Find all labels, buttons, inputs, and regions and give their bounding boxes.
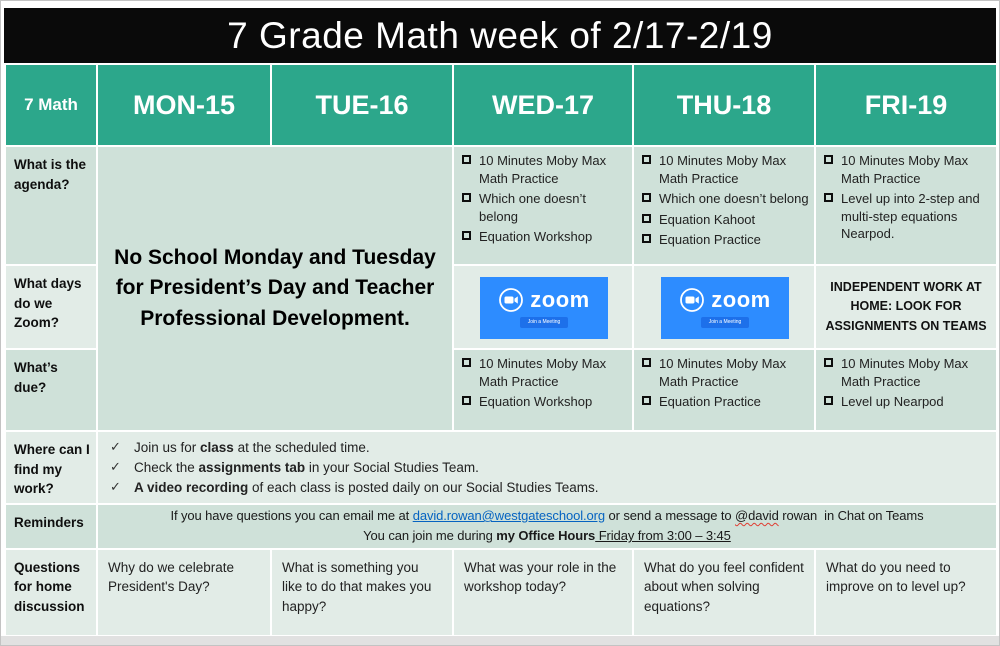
checklist-item-text: 10 Minutes Moby Max Math Practice <box>479 153 607 186</box>
question-mon: Why do we celebrate President's Day? <box>98 550 270 635</box>
checklist-item-text: Equation Workshop <box>479 229 593 245</box>
due-wed-cell <box>454 350 632 430</box>
header-row <box>6 65 996 145</box>
page-title: 7 Grade Math week of 2/17-2/19 <box>227 14 773 56</box>
where-items-cell <box>98 432 996 503</box>
checklist-item-text: Equation Practice <box>659 232 761 248</box>
question-fri: What do you need to improve on to level up? <box>816 550 996 635</box>
join-meeting-button[interactable]: Join a Meeting <box>520 317 569 328</box>
header-day-thu: THU-18 <box>634 65 814 145</box>
checklist-item-text: Equation Kahoot <box>659 211 756 227</box>
checklist-item-text: Level up Nearpod <box>841 394 944 410</box>
checkbox-icon <box>642 155 651 164</box>
header-day-mon: MON-15 <box>98 65 270 145</box>
checklist-item-text: 10 Minutes Moby Max Math Practice <box>479 356 607 389</box>
checklist-item-text: 10 Minutes Moby Max Math Practice <box>659 153 787 186</box>
zoom-thu-cell <box>634 266 814 348</box>
checklist-item <box>460 228 628 246</box>
row-label-questions: Questions for home discussion <box>6 550 96 635</box>
checkbox-icon <box>824 155 833 164</box>
questions-row <box>6 550 996 635</box>
join-meeting-button[interactable]: Join a Meeting <box>701 317 750 328</box>
agenda-wed-cell <box>454 147 632 264</box>
checklist-item <box>460 393 628 411</box>
checklist-item-text: Which one doesn’t belong <box>479 191 586 224</box>
mention-text: @david <box>735 508 779 524</box>
row-label-reminders: Reminders <box>6 505 96 548</box>
question-thu: What do you feel confident about when solving equations? <box>634 550 814 635</box>
checklist-item <box>822 190 992 243</box>
email-link[interactable]: david.rowan@westgateschool.org <box>412 508 605 524</box>
checkmark-item <box>108 478 986 497</box>
video-camera-icon <box>498 287 524 313</box>
title-bar <box>4 8 996 63</box>
checkmark-item-text: Join us for class at the scheduled time. <box>134 439 370 455</box>
checkbox-icon <box>642 234 651 243</box>
where-row <box>6 432 996 503</box>
checkbox-icon <box>642 396 651 405</box>
question-wed: What was your role in the workshop today? <box>454 550 632 635</box>
checklist-item <box>640 152 810 187</box>
header-day-wed: WED-17 <box>454 65 632 145</box>
checkmark-item <box>108 458 986 477</box>
reminders-line-1: If you have questions you can email me at david.rowan@westgateschool.org or send a message to @david rowan in Chat on Teams <box>170 508 924 524</box>
zoom-wed-cell <box>454 266 632 348</box>
checkbox-icon <box>642 193 651 202</box>
checklist-item-text: 10 Minutes Moby Max Math Practice <box>659 356 787 389</box>
checklist-item-text: Which one doesn’t belong <box>659 191 809 207</box>
checklist-item <box>640 211 810 229</box>
due-fri-cell <box>816 350 996 430</box>
zoom-wordmark: zoom <box>679 287 770 313</box>
checkbox-icon <box>824 193 833 202</box>
checkbox-icon <box>462 155 471 164</box>
reminders-line-2: You can join me during my Office Hours Friday from 3:00 – 3:45 <box>363 528 731 544</box>
agenda-row <box>6 147 996 264</box>
checkbox-icon <box>824 396 833 405</box>
row-label-where: Where can I find my work? <box>6 432 96 503</box>
row-label-zoom: What days do we Zoom? <box>6 266 96 348</box>
agenda-fri-cell <box>816 147 996 264</box>
checklist-item <box>822 355 992 390</box>
checkbox-icon <box>642 214 651 223</box>
checklist-item <box>640 231 810 249</box>
checkbox-icon <box>462 193 471 202</box>
checkmark-icon: ✓ <box>110 438 121 454</box>
checkmark-item-text: A video recording of each class is posted daily on our Social Studies Teams. <box>134 479 599 495</box>
checklist-item <box>640 190 810 208</box>
question-tue: What is something you like to do that makes you happy? <box>272 550 452 635</box>
video-camera-icon <box>679 287 705 313</box>
no-school-notice: No School Monday and Tuesday for President’s Day and Teacher Professional Development. <box>98 147 452 430</box>
checklist-item <box>640 355 810 390</box>
header-day-tue: TUE-16 <box>272 65 452 145</box>
agenda-thu-cell <box>634 147 814 264</box>
reminders-text <box>98 505 996 548</box>
schedule-table <box>4 63 998 637</box>
zoom-logo[interactable] <box>480 277 608 339</box>
independent-work-note: INDEPENDENT WORK AT HOME: LOOK FOR ASSIGNMENTS ON TEAMS <box>816 266 996 348</box>
checklist-item <box>460 152 628 187</box>
checklist-item-text: Equation Practice <box>659 394 761 410</box>
checkbox-icon <box>462 231 471 240</box>
due-thu-cell <box>634 350 814 430</box>
header-corner: 7 Math <box>6 65 96 145</box>
checklist-item <box>640 393 810 411</box>
checklist-item-text: 10 Minutes Moby Max Math Practice <box>841 153 969 186</box>
row-label-agenda: What is the agenda? <box>6 147 96 264</box>
checklist-item <box>460 190 628 225</box>
checkmark-icon: ✓ <box>110 458 121 474</box>
bottom-scrollbar-track[interactable] <box>1 636 999 645</box>
checkmark-icon: ✓ <box>110 478 121 494</box>
checkbox-icon <box>642 358 651 367</box>
office-hours-time: Friday from 3:00 – 3:45 <box>595 528 731 544</box>
zoom-logo[interactable] <box>661 277 789 339</box>
reminders-row <box>6 505 996 548</box>
checklist-item <box>822 393 992 411</box>
checklist-item-text: Level up into 2-step and multi-step equations Nearpod. <box>841 191 980 242</box>
header-day-fri: FRI-19 <box>816 65 996 145</box>
row-label-due: What’s due? <box>6 350 96 430</box>
checklist-item <box>822 152 992 187</box>
checklist-item <box>460 355 628 390</box>
checkbox-icon <box>462 358 471 367</box>
checkmark-item <box>108 438 986 457</box>
checklist-item-text: 10 Minutes Moby Max Math Practice <box>841 356 969 389</box>
checkmark-item-text: Check the assignments tab in your Social Studies Team. <box>134 459 479 475</box>
checkbox-icon <box>824 358 833 367</box>
zoom-wordmark: zoom <box>498 287 589 313</box>
checkbox-icon <box>462 396 471 405</box>
checklist-item-text: Equation Workshop <box>479 394 593 410</box>
